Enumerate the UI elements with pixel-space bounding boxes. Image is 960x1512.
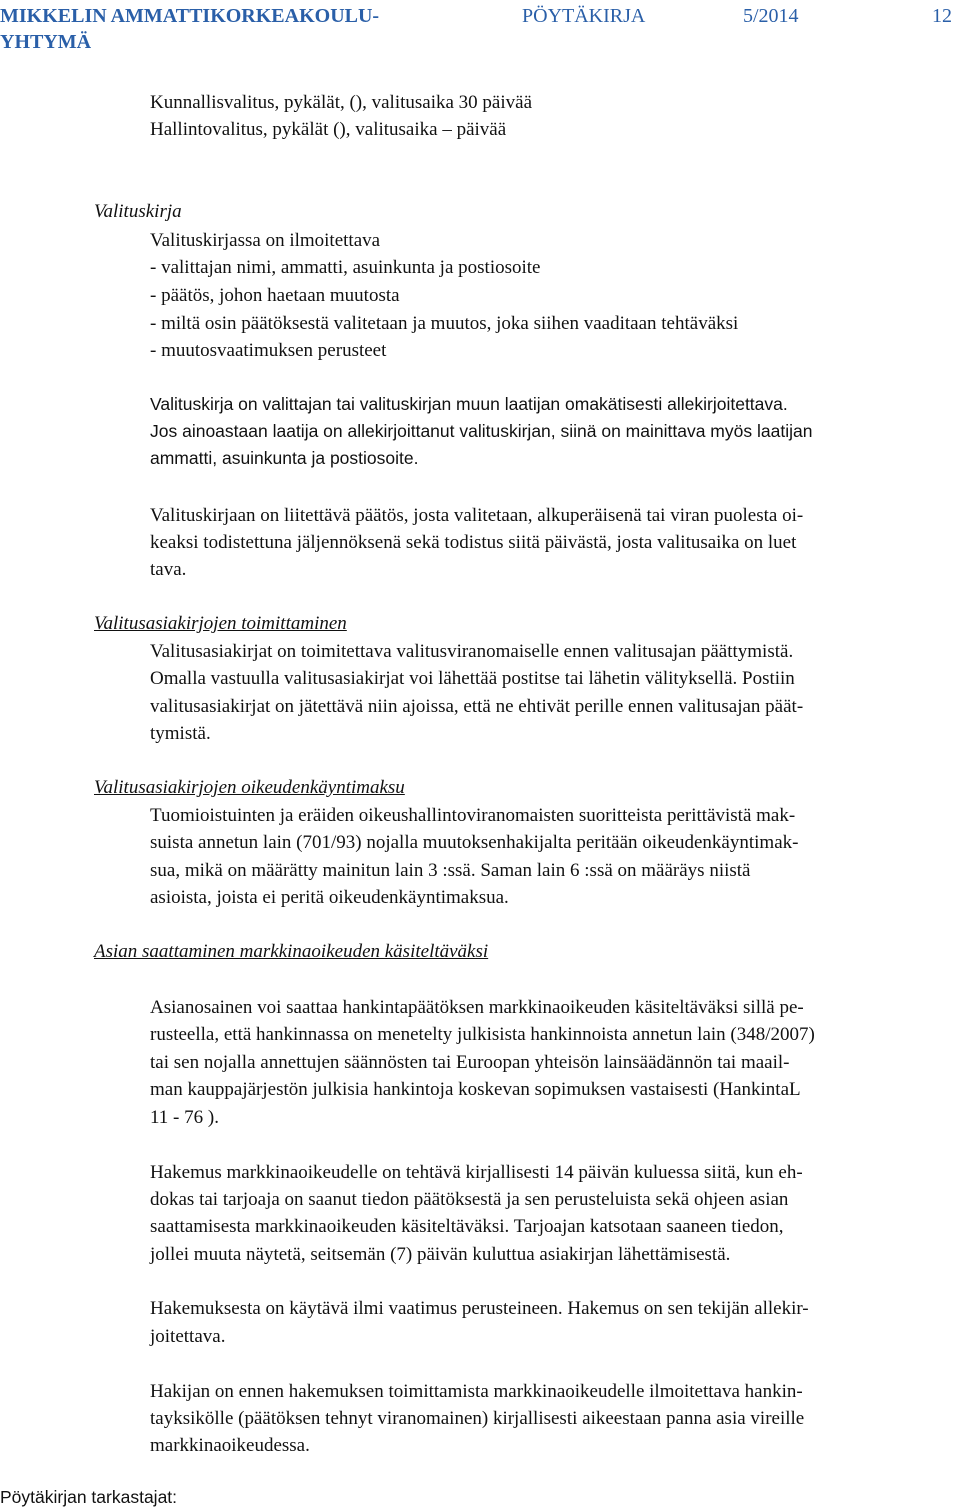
maksu-line: suista annetun lain (701/93) nojalla muutoksenhakijalta peritään oikeudenkäyntimak-	[150, 832, 799, 853]
toimittaminen-line: valitusasiakirjat on jätettävä niin ajoissa, että ne ehtivät perille ennen valitusajan päät-	[150, 696, 804, 717]
toimittaminen-line: tymistä.	[150, 723, 211, 744]
markkinaoikeus-line: jollei muuta näytetä, seitsemän (7) päivän kuluttua asiakirjan lähettämisestä.	[150, 1244, 731, 1265]
valituskirja-line: - päätös, johon haetaan muutosta	[150, 285, 400, 306]
maksu-line: Tuomioistuinten ja eräiden oikeushallintoviranomaisten suoritteista perittävistä mak-	[150, 805, 796, 826]
section-heading-markkinaoikeus: Asian saattaminen markkinaoikeuden käsiteltäväksi	[94, 941, 489, 962]
attachment-line: tava.	[150, 559, 187, 580]
footer-reviewers-label: Pöytäkirjan tarkastajat:	[0, 1487, 178, 1507]
organization-name: MIKKELIN AMMATTIKORKEAKOULU-YHTYMÄ	[0, 5, 380, 53]
section-heading-maksu: Valitusasiakirjojen oikeudenkäyntimaksu	[94, 777, 405, 798]
valituskirja-line: - miltä osin päätöksestä valitetaan ja muutos, joka siihen vaaditaan tehtäväksi	[150, 313, 739, 334]
markkinaoikeus-line: tayksikölle (päätöksen tehnyt viranomainen) kirjallisesti aikeestaan panna asia vireille	[150, 1408, 805, 1429]
markkinaoikeus-line: dokas tai tarjoaja on saanut tiedon päätöksestä ja sen perusteluista sekä ohjeen asian	[150, 1189, 789, 1210]
markkinaoikeus-line: tai sen nojalla annettujen säännösten tai Euroopan yhteisön lainsäädännön tai maail-	[150, 1052, 790, 1073]
document-type: PÖYTÄKIRJA	[522, 5, 646, 27]
toimittaminen-line: Omalla vastuulla valitusasiakirjat voi lähettää postitse tai lähetin välityksellä. Postiin	[150, 668, 795, 689]
markkinaoikeus-line: Hakemus markkinaoikeudelle on tehtävä kirjallisesti 14 päivän kuluessa siitä, kun eh-	[150, 1162, 803, 1183]
page-number: 12	[932, 5, 952, 27]
markkinaoikeus-line: rusteella, että hankinnassa on menetelty julkisista hankinnoista annetun lain (348/2007)	[150, 1024, 815, 1045]
document-number: 5/2014	[743, 5, 799, 27]
markkinaoikeus-line: Asianosainen voi saattaa hankintapäätöksen markkinaoikeuden käsiteltäväksi sillä pe-	[150, 997, 804, 1018]
appeal-line: Kunnallisvalitus, pykälät, (), valitusaika 30 päivää	[150, 92, 533, 113]
appeal-line: Hallintovalitus, pykälät (), valitusaika – päivää	[150, 119, 507, 140]
valituskirja-line: - valittajan nimi, ammatti, asuinkunta ja postiosoite	[150, 257, 541, 278]
markkinaoikeus-line: Hakijan on ennen hakemuksen toimittamista markkinaoikeudelle ilmoitettava hankin-	[150, 1381, 803, 1402]
signing-line: Valituskirja on valittajan tai valituskirjan muun laatijan omakätisesti allekirjoitettava.	[150, 394, 788, 414]
section-heading-toimittaminen: Valitusasiakirjojen toimittaminen	[94, 613, 347, 634]
toimittaminen-line: Valitusasiakirjat on toimitettava valitusviranomaiselle ennen valitusajan päättymistä.	[150, 641, 794, 662]
maksu-line: asioista, joista ei peritä oikeudenkäyntimaksua.	[150, 887, 509, 908]
maksu-line: sua, mikä on määrätty mainitun lain 3 :ssä. Saman lain 6 :ssä on määräys niistä	[150, 860, 751, 881]
attachment-line: keaksi todistettuna jäljennöksenä sekä todistus siitä päivästä, josta valitusaika on luet	[150, 532, 797, 553]
markkinaoikeus-line: markkinaoikeudessa.	[150, 1435, 310, 1456]
markkinaoikeus-line: joitettava.	[150, 1326, 226, 1347]
markkinaoikeus-line: 11 - 76 ).	[150, 1107, 219, 1128]
signing-line: ammatti, asuinkunta ja postiosoite.	[150, 448, 419, 468]
page-header	[0, 0, 960, 60]
signing-line: Jos ainoastaan laatija on allekirjoittanut valituskirjan, siinä on mainittava myös laatijan	[150, 421, 813, 441]
markkinaoikeus-line: man kauppajärjestön julkisia hankintoja koskevan sopimuksen vastaisesti (HankintaL	[150, 1079, 801, 1100]
attachment-line: Valituskirjaan on liitettävä päätös, josta valitetaan, alkuperäisenä tai viran puolesta oi-	[150, 505, 804, 526]
valituskirja-line: Valituskirjassa on ilmoitettava	[150, 230, 381, 251]
markkinaoikeus-line: saattamisesta markkinaoikeuden käsiteltäväksi. Tarjoajan katsotaan saaneen tiedon,	[150, 1216, 784, 1237]
markkinaoikeus-line: Hakemuksesta on käytävä ilmi vaatimus perusteineen. Hakemus on sen tekijän allekir-	[150, 1298, 809, 1319]
valituskirja-line: - muutosvaatimuksen perusteet	[150, 340, 387, 361]
section-heading-valituskirja: Valituskirja	[94, 201, 182, 222]
